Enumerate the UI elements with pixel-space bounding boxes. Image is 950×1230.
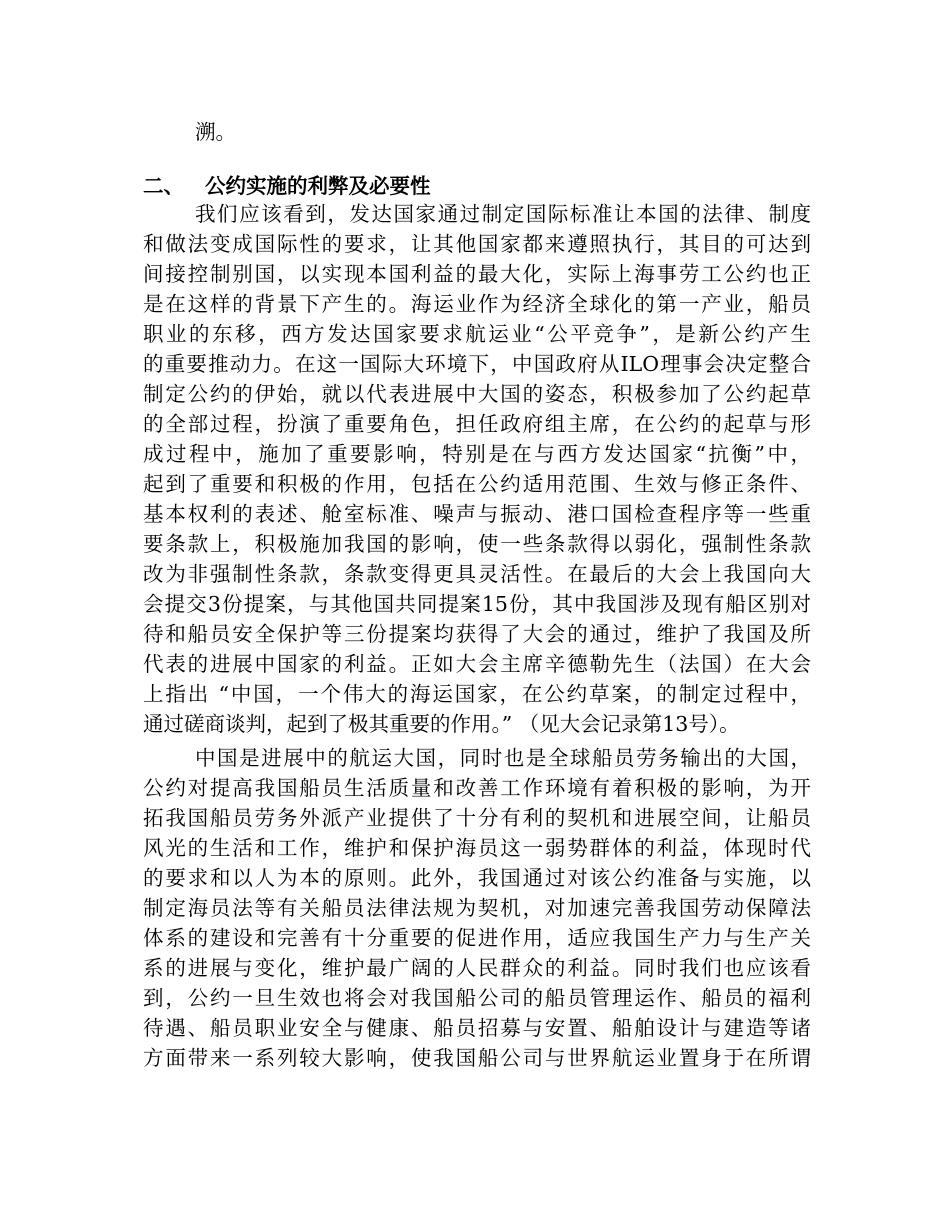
- paragraph-line: 和做法变成国际性的要求，让其他国家都来遵照执行，其目的可达到: [143, 232, 811, 256]
- paragraph-line: 成过程中，施加了重要影响，特别是在与西方发达国家“抗衡”中，: [143, 442, 811, 466]
- section-heading: [143, 171, 431, 201]
- paragraph-line: 待遇、船员职业安全与健康、船员招募与安置、船舶设计与建造等诸: [143, 1016, 811, 1040]
- paragraph-line: 间接控制别国，以实现本国利益的最大化，实际上海事劳工公约也正: [143, 262, 811, 286]
- paragraph-line: 中国是进展中的航运大国，同时也是全球船员劳务输出的大国，: [195, 746, 811, 770]
- paragraph-line: 公约对提高我国船员生活质量和改善工作环境有着积极的影响，为开: [143, 776, 811, 800]
- paragraph-line: 是在这样的背景下产生的。海运业作为经济全球化的第一产业，船员: [143, 292, 811, 316]
- section-number: 二、: [143, 174, 184, 198]
- paragraph-line: 制定公约的伊始，就以代表进展中大国的姿态，积极参加了公约起草: [143, 382, 811, 406]
- paragraph-line: 改为非强制性条款，条款变得更具灵活性。在最后的大会上我国向大: [143, 562, 811, 586]
- paragraph-line: 通过磋商谈判，起到了极其重要的作用。” （见大会记录第13号）。: [143, 712, 740, 736]
- paragraph-line: 系的进展与变化，维护最广阔的人民群众的利益。同时我们也应该看: [143, 956, 811, 980]
- paragraph-line: 的要求和以人为本的原则。此外，我国通过对该公约准备与实施，以: [143, 866, 811, 890]
- paragraph-line: 的全部过程，扮演了重要角色，担任政府组主席，在公约的起草与形: [143, 412, 811, 436]
- paragraph-line: 体系的建设和完善有十分重要的促进作用，适应我国生产力与生产关: [143, 926, 811, 950]
- paragraph-line: 职业的东移，西方发达国家要求航运业“公平竞争”，是新公约产生: [143, 322, 811, 346]
- paragraph-line: 会提交3份提案，与其他国共同提案15份，其中我国涉及现有船区别对: [143, 592, 811, 616]
- paragraph-line: 制定海员法等有关船员法律法规为契机，对加速完善我国劳动保障法: [143, 896, 811, 920]
- paragraph-line: 风光的生活和工作，维护和保护海员这一弱势群体的利益，体现时代: [143, 836, 811, 860]
- paragraph-line: 的重要推动力。在这一国际大环境下，中国政府从ILO理事会决定整合: [143, 352, 811, 376]
- paragraph-line: 待和船员安全保护等三份提案均获得了大会的通过，维护了我国及所: [143, 622, 811, 646]
- fragment-line: 溯。: [195, 120, 236, 144]
- paragraph-line: 基本权利的表述、舱室标准、噪声与振动、港口国检查程序等一些重: [143, 502, 811, 526]
- paragraph-line: 拓我国船员劳务外派产业提供了十分有利的契机和进展空间，让船员: [143, 806, 811, 830]
- paragraph-line: 方面带来一系列较大影响，使我国船公司与世界航运业置身于在所谓: [143, 1046, 811, 1070]
- paragraph-line: 上指出 “中国，一个伟大的海运国家，在公约草案，的制定过程中，: [143, 682, 811, 706]
- paragraph-line: 我们应该看到，发达国家通过制定国际标准让本国的法律、制度: [195, 202, 811, 226]
- paragraph-line: 要条款上，积极施加我国的影响，使一些条款得以弱化，强制性条款: [143, 532, 811, 556]
- paragraph-line: 代表的进展中国家的利益。正如大会主席辛德勒先生（法国）在大会: [143, 652, 811, 676]
- paragraph-line: 起到了重要和积极的作用，包括在公约适用范围、生效与修正条件、: [143, 472, 811, 496]
- section-title: 公约实施的利弊及必要性: [205, 174, 431, 198]
- paragraph-line: 到，公约一旦生效也将会对我国船公司的船员管理运作、船员的福利: [143, 986, 811, 1010]
